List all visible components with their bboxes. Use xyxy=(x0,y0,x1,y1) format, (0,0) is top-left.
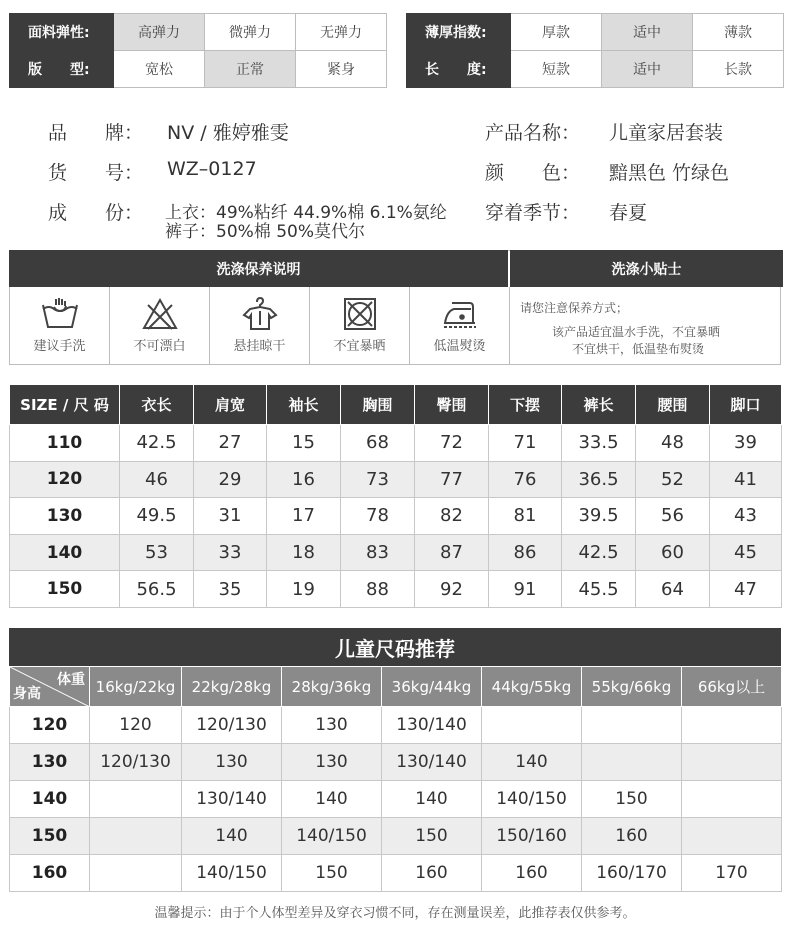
size-header: SIZE / 尺 码 xyxy=(10,385,120,425)
season-value: 春夏 xyxy=(609,202,648,224)
thickness-option: 薄款 xyxy=(693,14,784,51)
size-row xyxy=(10,461,782,498)
size-value: 56.5 xyxy=(120,571,194,608)
size-value: 39 xyxy=(710,425,782,462)
size-value: 71 xyxy=(489,425,562,462)
size-value: 91 xyxy=(489,571,562,608)
size-value: 76 xyxy=(489,461,562,498)
recommended-size: 140/150 xyxy=(282,818,382,855)
size-recommendation-table xyxy=(9,666,782,892)
corner-header xyxy=(10,667,90,707)
size-value: 18 xyxy=(267,534,341,571)
size-header: 衣长 xyxy=(120,385,194,425)
size-value: 56 xyxy=(636,498,710,535)
size-header: 臀围 xyxy=(415,385,489,425)
size-value: 68 xyxy=(341,425,415,462)
recommended-size: 150 xyxy=(282,855,382,892)
length-option: 适中 xyxy=(602,51,693,88)
size-row-key: 120 xyxy=(10,461,120,498)
size-value: 48 xyxy=(636,425,710,462)
care-item-hand-wash xyxy=(10,287,110,365)
recommend-header-row xyxy=(10,667,782,707)
fit-row xyxy=(10,51,387,88)
care-label: 不宜暴晒 xyxy=(333,339,386,354)
recommended-size: 150/160 xyxy=(482,818,582,855)
recommend-row-key: 130 xyxy=(10,744,90,781)
color-value: 黯黑色 竹绿色 xyxy=(609,162,730,184)
care-title: 洗涤保养说明 xyxy=(9,250,508,287)
size-value: 53 xyxy=(120,534,194,571)
care-label: 低温熨烫 xyxy=(433,339,486,354)
recommend-row xyxy=(10,707,782,744)
fit-option: 宽松 xyxy=(114,51,205,88)
no-bleach-icon xyxy=(140,297,180,331)
care-item-low-iron xyxy=(410,287,510,365)
size-value: 60 xyxy=(636,534,710,571)
care-tips-title: 洗涤小贴士 xyxy=(510,250,783,287)
size-value: 16 xyxy=(267,461,341,498)
product-name-label: 产品名称： xyxy=(485,122,581,144)
size-header: 裤长 xyxy=(562,385,636,425)
thickness-label: 薄厚指数: xyxy=(407,14,511,51)
size-row-key: 140 xyxy=(10,534,120,571)
size-header: 脚口 xyxy=(710,385,782,425)
recommended-size: 160 xyxy=(482,855,582,892)
material-label: 成 份： xyxy=(48,202,144,224)
size-value: 64 xyxy=(636,571,710,608)
recommended-size: 140 xyxy=(282,781,382,818)
size-value: 43 xyxy=(710,498,782,535)
recommend-row xyxy=(10,855,782,892)
recommended-size: 120/130 xyxy=(182,707,282,744)
size-value: 47 xyxy=(710,571,782,608)
item-no-value: WZ–0127 xyxy=(167,158,257,180)
recommended-size: 120/130 xyxy=(90,744,182,781)
recommend-row xyxy=(10,744,782,781)
recommended-size: 130 xyxy=(182,744,282,781)
recommended-size: 140 xyxy=(382,781,482,818)
size-row xyxy=(10,534,782,571)
recommended-size: 140/150 xyxy=(182,855,282,892)
care-label: 悬挂晾干 xyxy=(233,339,286,354)
recommended-size: 130/140 xyxy=(382,707,482,744)
elasticity-option: 高弹力 xyxy=(114,14,205,51)
brand-label: 品 牌： xyxy=(48,122,144,144)
elasticity-option: 微弹力 xyxy=(205,14,296,51)
recommended-size: 170 xyxy=(682,855,782,892)
length-label: 长 度: xyxy=(407,51,511,88)
recommended-size: 160 xyxy=(582,818,682,855)
size-row-key: 150 xyxy=(10,571,120,608)
size-value: 81 xyxy=(489,498,562,535)
hand-wash-icon xyxy=(40,297,80,331)
size-value: 73 xyxy=(341,461,415,498)
size-value: 36.5 xyxy=(562,461,636,498)
size-row-key: 110 xyxy=(10,425,120,462)
recommended-size: 130/140 xyxy=(382,744,482,781)
size-value: 83 xyxy=(341,534,415,571)
weight-header: 22kg/28kg xyxy=(182,667,282,707)
recommended-size xyxy=(682,818,782,855)
care-label: 建议手洗 xyxy=(33,339,86,354)
thickness-row xyxy=(407,14,784,51)
size-value: 19 xyxy=(267,571,341,608)
fabric-attributes-table xyxy=(9,13,387,88)
brand-value: NV / 雅婷雅雯 xyxy=(167,122,289,144)
size-value: 42.5 xyxy=(562,534,636,571)
size-value: 42.5 xyxy=(120,425,194,462)
recommended-size: 150 xyxy=(382,818,482,855)
size-value: 15 xyxy=(267,425,341,462)
size-value: 17 xyxy=(267,498,341,535)
size-value: 92 xyxy=(415,571,489,608)
size-value: 41 xyxy=(710,461,782,498)
elasticity-row xyxy=(10,14,387,51)
recommend-row-key: 140 xyxy=(10,781,90,818)
weight-header: 55kg/66kg xyxy=(582,667,682,707)
color-label: 颜 色： xyxy=(485,162,581,184)
recommended-size xyxy=(90,818,182,855)
size-value: 82 xyxy=(415,498,489,535)
height-axis-label: 身高 xyxy=(13,686,41,702)
size-header: 袖长 xyxy=(267,385,341,425)
weight-header: 36kg/44kg xyxy=(382,667,482,707)
recommend-row xyxy=(10,818,782,855)
recommended-size xyxy=(582,707,682,744)
hang-dry-icon xyxy=(240,297,280,331)
care-item-no-bleach xyxy=(110,287,210,365)
weight-header: 28kg/36kg xyxy=(282,667,382,707)
tips-line: 不宜烘干，低温垫布熨烫 xyxy=(572,342,705,356)
recommended-size: 160/170 xyxy=(582,855,682,892)
care-item-no-sun xyxy=(310,287,410,365)
recommended-size: 120 xyxy=(90,707,182,744)
size-value: 45.5 xyxy=(562,571,636,608)
size-row xyxy=(10,425,782,462)
size-value: 35 xyxy=(194,571,267,608)
size-header-row xyxy=(10,385,782,425)
size-value: 52 xyxy=(636,461,710,498)
tips-intro: 请您注意保养方式； xyxy=(520,301,629,315)
item-no-label: 货 号： xyxy=(48,162,144,184)
elasticity-option: 无弹力 xyxy=(296,14,387,51)
material-pants: 裤子：50%棉 50%莫代尔 xyxy=(165,222,365,242)
size-header: 肩宽 xyxy=(194,385,267,425)
recommend-row-key: 150 xyxy=(10,818,90,855)
recommended-size xyxy=(582,744,682,781)
size-row-key: 130 xyxy=(10,498,120,535)
recommended-size: 140/150 xyxy=(482,781,582,818)
size-chart xyxy=(9,384,782,608)
recommended-size xyxy=(90,855,182,892)
fit-option: 紧身 xyxy=(296,51,387,88)
size-value: 72 xyxy=(415,425,489,462)
weight-header: 44kg/55kg xyxy=(482,667,582,707)
recommended-size xyxy=(682,744,782,781)
tips-line: 该产品适宜温水手洗，不宜暴晒 xyxy=(552,325,721,339)
size-value: 78 xyxy=(341,498,415,535)
size-value: 29 xyxy=(194,461,267,498)
season-label: 穿着季节： xyxy=(485,202,581,224)
disclaimer-note: 温馨提示：由于个人体型差异及穿衣习惯不同，存在测量误差，此推荐表仅供参考。 xyxy=(154,906,636,921)
care-tips xyxy=(510,287,781,365)
size-header: 腰围 xyxy=(636,385,710,425)
recommended-size: 130/140 xyxy=(182,781,282,818)
size-value: 86 xyxy=(489,534,562,571)
recommended-size: 140 xyxy=(182,818,282,855)
fit-label: 版 型: xyxy=(10,51,114,88)
weight-header: 16kg/22kg xyxy=(90,667,182,707)
recommended-size: 150 xyxy=(582,781,682,818)
recommended-size: 160 xyxy=(382,855,482,892)
weight-header: 66kg以上 xyxy=(682,667,782,707)
no-tumble-dry-icon xyxy=(340,297,380,331)
recommended-size: 130 xyxy=(282,707,382,744)
recommended-size xyxy=(90,781,182,818)
material-top: 上衣：49%粘纤 44.9%棉 6.1%氨纶 xyxy=(165,203,447,223)
recommend-row-key: 120 xyxy=(10,707,90,744)
recommend-row-key: 160 xyxy=(10,855,90,892)
size-row xyxy=(10,498,782,535)
recommend-title: 儿童尺码推荐 xyxy=(9,628,781,666)
fit-option: 正常 xyxy=(205,51,296,88)
recommended-size xyxy=(482,707,582,744)
size-header: 胸围 xyxy=(341,385,415,425)
care-label: 不可漂白 xyxy=(133,339,186,354)
thickness-option: 厚款 xyxy=(511,14,602,51)
size-value: 27 xyxy=(194,425,267,462)
size-value: 87 xyxy=(415,534,489,571)
size-header: 下摆 xyxy=(489,385,562,425)
elasticity-label: 面料弹性: xyxy=(10,14,114,51)
size-row xyxy=(10,571,782,608)
care-instructions xyxy=(9,250,781,365)
size-value: 33 xyxy=(194,534,267,571)
size-value: 88 xyxy=(341,571,415,608)
recommend-row xyxy=(10,781,782,818)
weight-axis-label: 体重 xyxy=(57,672,85,688)
length-option: 长款 xyxy=(693,51,784,88)
size-value: 39.5 xyxy=(562,498,636,535)
recommended-size: 140 xyxy=(482,744,582,781)
size-value: 49.5 xyxy=(120,498,194,535)
size-value: 46 xyxy=(120,461,194,498)
thickness-attributes-table xyxy=(406,13,784,88)
size-value: 77 xyxy=(415,461,489,498)
recommended-size: 130 xyxy=(282,744,382,781)
size-value: 45 xyxy=(710,534,782,571)
recommended-size xyxy=(682,781,782,818)
recommended-size xyxy=(682,707,782,744)
size-value: 31 xyxy=(194,498,267,535)
product-name-value: 儿童家居套装 xyxy=(609,122,724,144)
low-iron-icon xyxy=(440,297,480,331)
size-value: 33.5 xyxy=(562,425,636,462)
care-item-hang-dry xyxy=(210,287,310,365)
length-option: 短款 xyxy=(511,51,602,88)
thickness-option: 适中 xyxy=(602,14,693,51)
length-row xyxy=(407,51,784,88)
